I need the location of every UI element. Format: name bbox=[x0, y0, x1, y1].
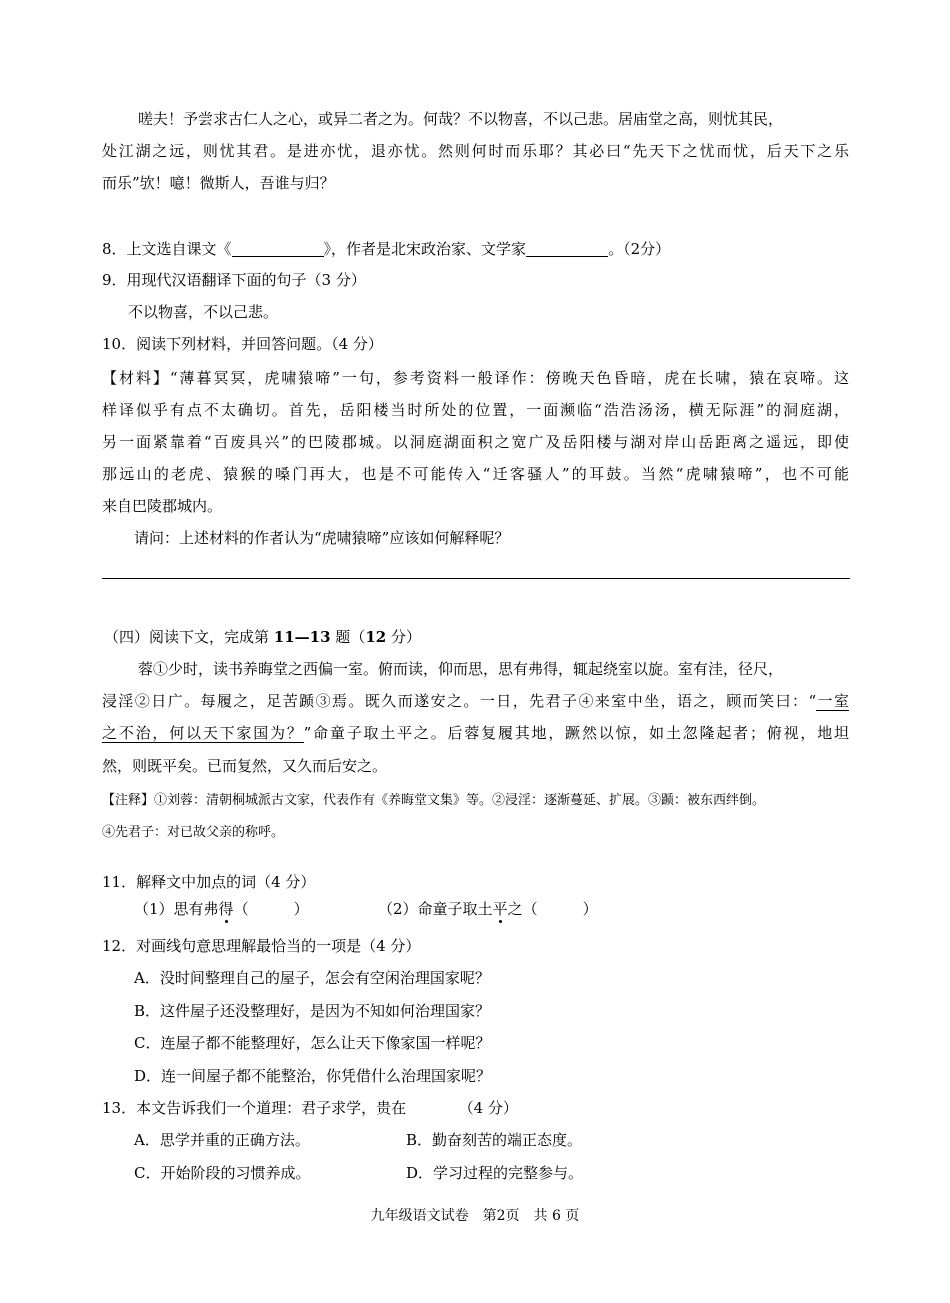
question-8: 8．上文选自课文《 》，作者是北宋政治家、文学家 。（2分） bbox=[102, 240, 671, 258]
material-line: 【材料】“薄暮冥冥，虎啸猿啼”一句，参考资料一般译作：傍晚天色昏暗，虎在长啸，猿在哀啼。这 bbox=[102, 369, 849, 387]
question-13-title: 13．本文告诉我们一个道理：君子求学，贵在 （4 分） bbox=[102, 1099, 518, 1117]
passage-line: 而乐”欤！噫！微斯人，吾谁与归？ bbox=[102, 174, 335, 192]
section-4-heading: （四）阅读下文，完成第 11—13 题（12 分） bbox=[104, 628, 421, 646]
question-11-item-2: （2）命童子取土平之（ ） bbox=[378, 900, 598, 918]
question-9-title: 9．用现代汉语翻译下面的句子（3 分） bbox=[102, 271, 366, 289]
option-b[interactable]: B．勤奋刻苦的端正态度。 bbox=[406, 1131, 583, 1149]
notes-line: 【注释】①刘蓉：清朝桐城派古文家，代表作有《养晦堂文集》等。②浸淫：逐渐蔓延、扩展。③踬：被东西绊倒。 bbox=[102, 793, 766, 808]
question-11-title: 11．解释文中加点的词（4 分） bbox=[102, 873, 316, 891]
answer-blank[interactable] bbox=[526, 240, 608, 257]
passage-line: 之不治，何以天下家国为？”命童子取土平之。后蓉复履其地，蹶然以惊，如土忽隆起者；俯视，地坦 bbox=[102, 724, 849, 742]
notes-line: ④先君子：对已故父亲的称呼。 bbox=[102, 825, 285, 840]
underlined-sentence: 一室 bbox=[816, 692, 849, 710]
option-c[interactable]: C．连屋子都不能整理好，怎么让天下像家国一样呢？ bbox=[134, 1034, 491, 1052]
underlined-sentence: 之不治，何以天下家国为？ bbox=[102, 724, 304, 742]
option-c[interactable]: C．开始阶段的习惯养成。 bbox=[134, 1164, 311, 1182]
question-12-title: 12．对画线句意思理解最恰当的一项是（4 分） bbox=[102, 937, 421, 955]
material-line: 样译似乎有点不太确切。首先，岳阳楼当时所处的位置，一面濒临“浩浩汤汤，横无际涯”的洞庭湖， bbox=[102, 401, 849, 419]
passage-line: 蓉①少时，读书养晦堂之西偏一室。俯而读，仰而思，思有弗得，辄起绕室以旋。室有洼，径尺， bbox=[138, 660, 784, 678]
option-a[interactable]: A．思学并重的正确方法。 bbox=[134, 1131, 310, 1149]
question-9-sentence: 不以物喜，不以己悲。 bbox=[128, 303, 279, 321]
option-d[interactable]: D．连一间屋子都不能整治，你凭借什么治理国家呢？ bbox=[134, 1067, 492, 1085]
dotted-word: 得 bbox=[218, 900, 234, 918]
option-a[interactable]: A．没时间整理自己的屋子，怎会有空闲治理国家呢？ bbox=[134, 969, 490, 987]
page-footer: 九年级语文试卷 第2页 共 6 页 bbox=[370, 1208, 580, 1224]
passage-line: 浸淫②日广。每履之，足苦踬③焉。既久而遂安之。一日，先君子④来室中坐，语之，顾而笑曰：“一室 bbox=[102, 692, 849, 710]
option-d[interactable]: D．学习过程的完整参与。 bbox=[406, 1164, 584, 1182]
question-10-prompt: 请问：上述材料的作者认为“虎啸猿啼”应该如何解释呢？ bbox=[134, 529, 510, 547]
material-line: 另一面紧靠着“百废具兴”的巴陵郡城。以洞庭湖面积之宽广及岳阳楼与湖对岸山岳距离之遥远，即使 bbox=[102, 433, 849, 451]
question-10-title: 10．阅读下列材料，并回答问题。（4 分） bbox=[102, 335, 383, 353]
passage-line: 处江湖之远，则忧其君。是进亦忧，退亦忧。然则何时而乐耶？其必曰“先天下之忧而忧，后天下之乐 bbox=[102, 142, 849, 160]
answer-blank[interactable] bbox=[232, 240, 324, 257]
answer-line[interactable] bbox=[102, 578, 850, 579]
material-line: 那远山的老虎、猿猴的嗓门再大，也是不可能传入“迁客骚人”的耳鼓。当然“虎啸猿啼”，也不可能 bbox=[102, 465, 849, 483]
passage-line: 嗟夫！予尝求古仁人之心，或异二者之为。何哉？不以物喜，不以己悲。居庙堂之高，则忧其民， bbox=[138, 110, 784, 128]
option-b[interactable]: B．这件屋子还没整理好，是因为不知如何治理国家？ bbox=[134, 1002, 491, 1020]
passage-line: 然，则既平矣。已而复然，又久而后安之。 bbox=[102, 757, 388, 775]
dotted-word: 平 bbox=[492, 900, 508, 918]
question-11-item-1: （1）思有弗得（ ） bbox=[134, 900, 309, 918]
material-line: 来自巴陵郡城内。 bbox=[102, 497, 223, 515]
